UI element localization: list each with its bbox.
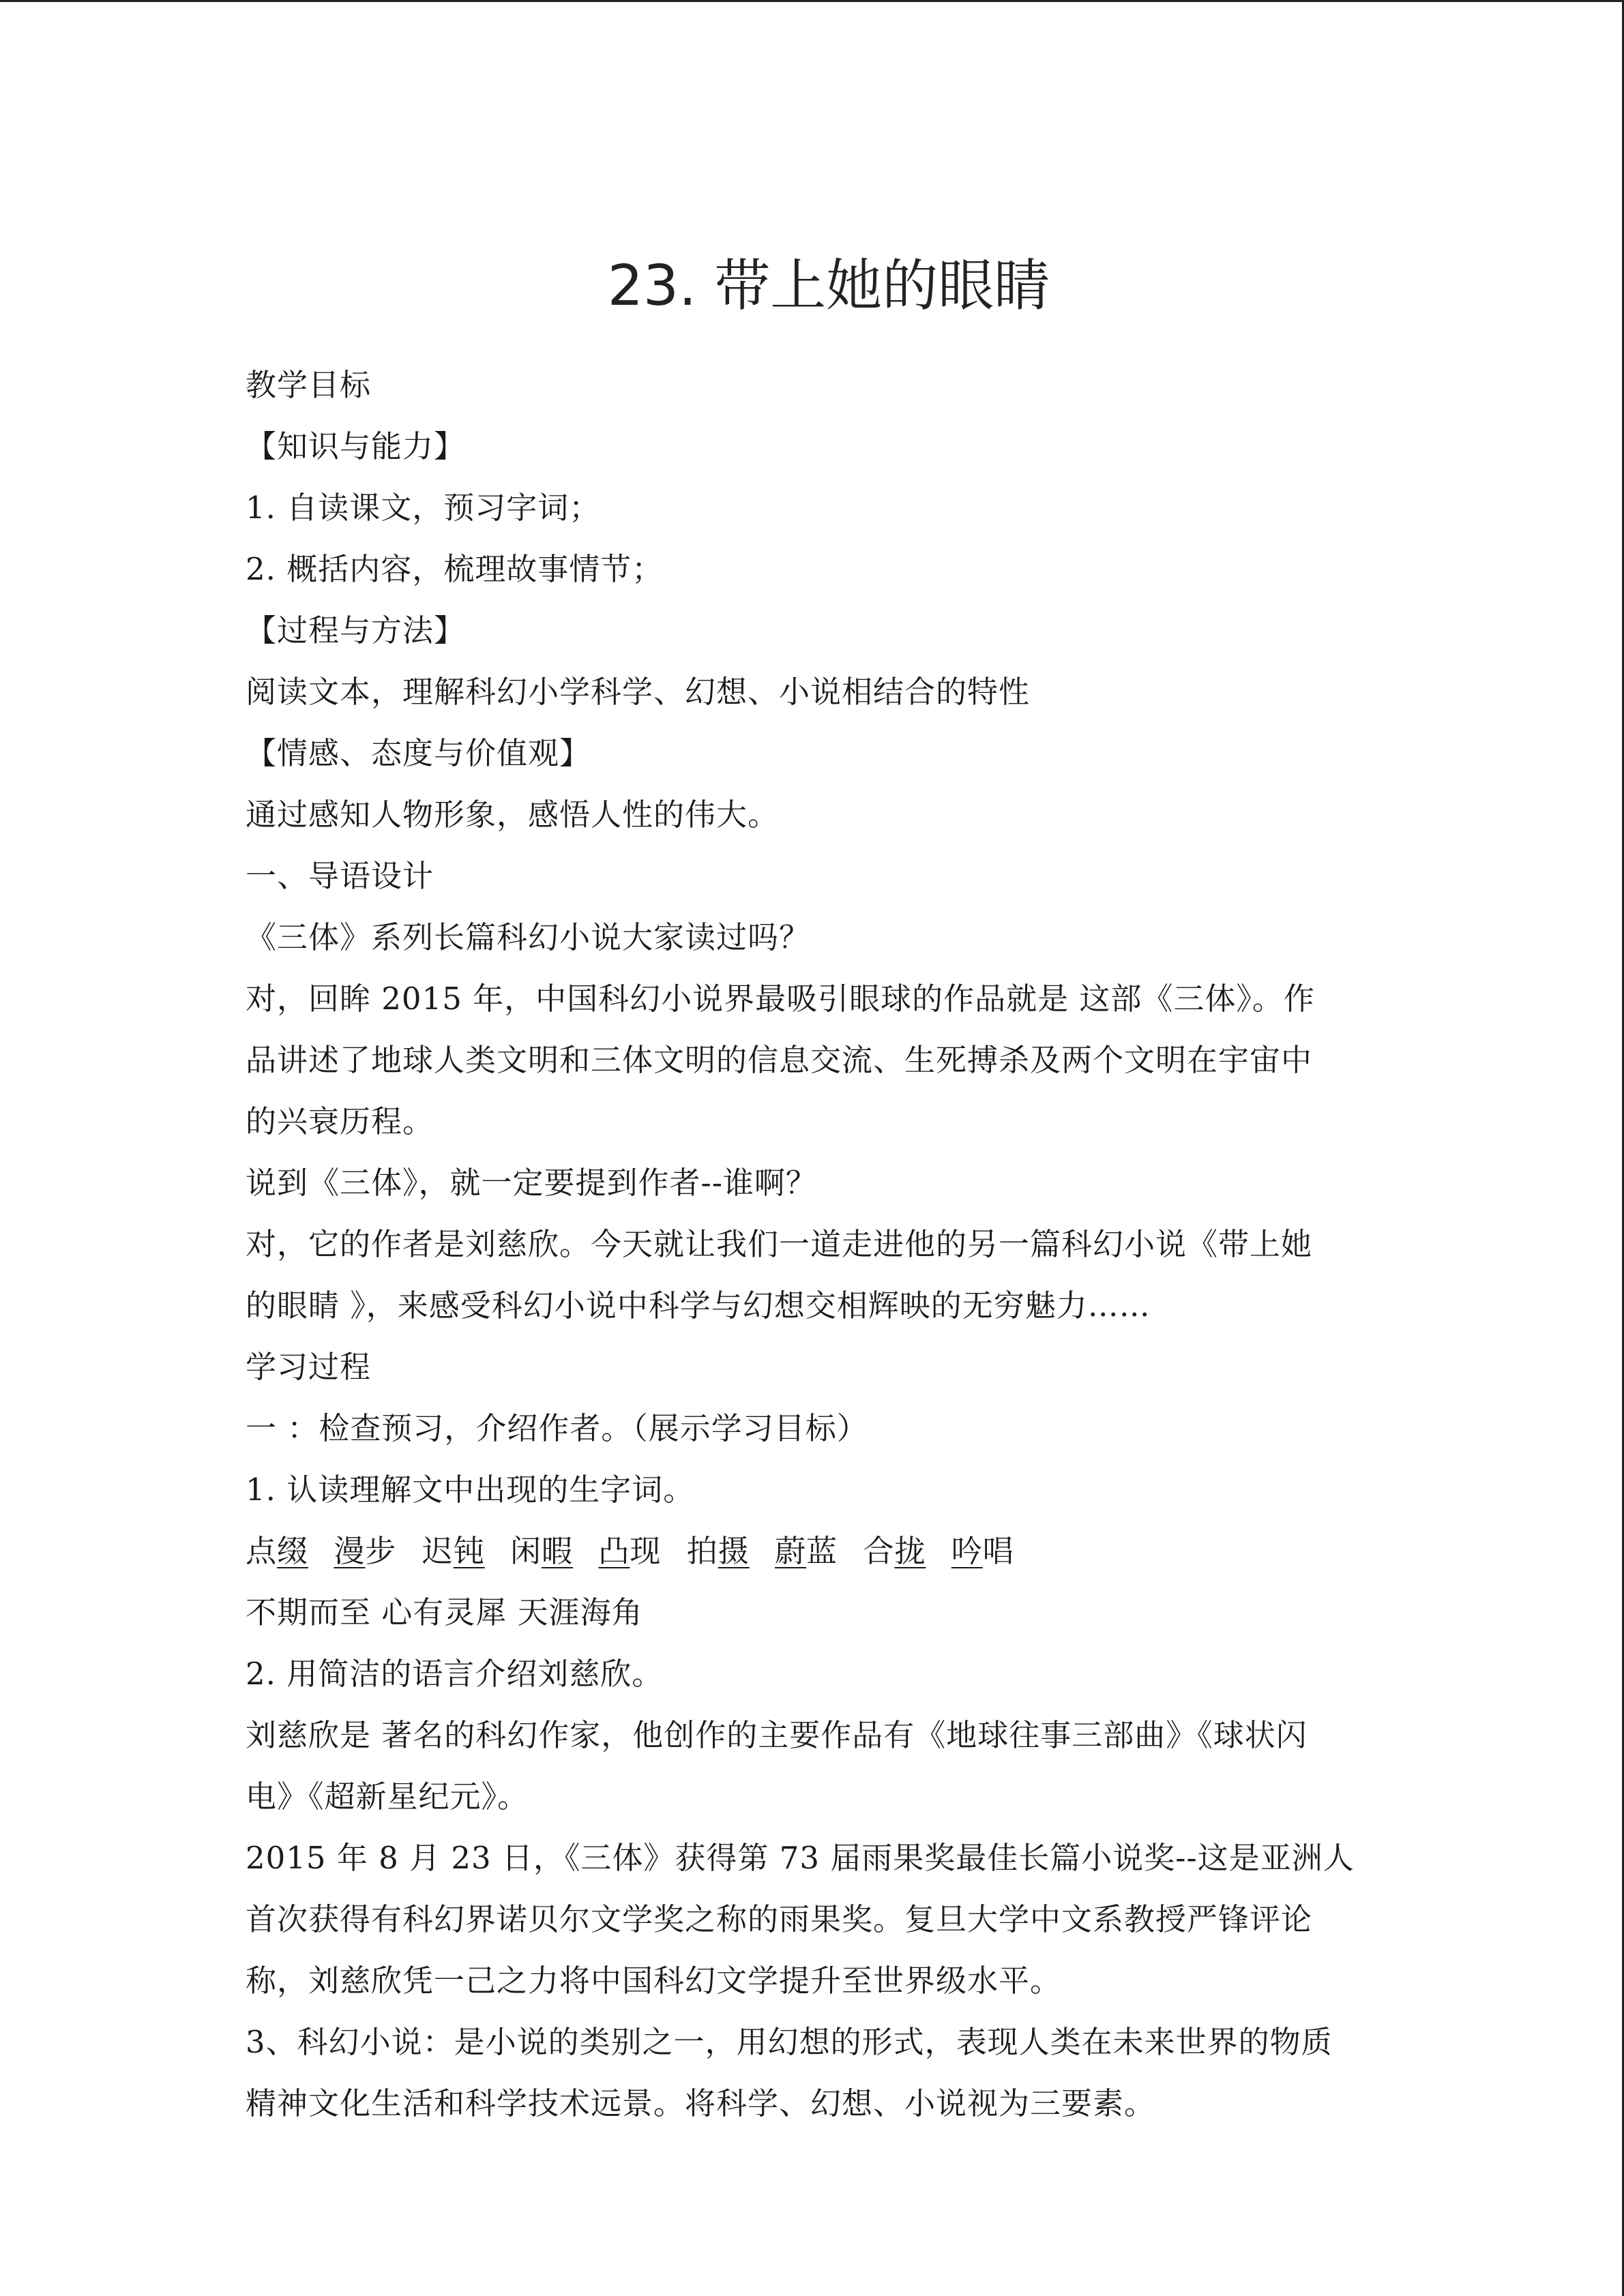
text-line: 对，它的作者是刘慈欣。今天就让我们一道走进他的另一篇科幻小说《带上她 (246, 1226, 1313, 1262)
document-body (246, 245, 1378, 2134)
vocab-word: 凸现 (598, 1533, 662, 1569)
text-line: 一 ：检查预习，介绍作者。（展示学习目标） (246, 1410, 868, 1446)
page-top-border (0, 0, 1624, 2)
text-line: 的眼睛 》，来感受科幻小说中科学与幻想交相辉映的无穷魅力…… (246, 1287, 1151, 1324)
text-line: 称，刘慈欣凭一己之力将中国科幻文学提升至世界级水平。 (246, 1963, 1062, 1999)
text-line: 【知识与能力】 (246, 428, 466, 464)
text-line: 的兴衰历程。 (246, 1103, 434, 1139)
vocab-word: 拍摄 (686, 1533, 750, 1569)
text-line: 精神文化生活和科学技术远景。将科学、幻想、小说视为三要素。 (246, 2085, 1156, 2121)
vocab-word: 迟钝 (422, 1533, 485, 1569)
text-line: 【过程与方法】 (246, 612, 466, 648)
text-line: 《三体》系列长篇科幻小说大家读过吗？ (246, 919, 811, 955)
text-line: 品讲述了地球人类文明和三体文明的信息交流、生死搏杀及两个文明在宇宙中 (246, 1042, 1313, 1078)
text-line: 对，回眸 2015 年，中国科幻小说界最吸引眼球的作品就是 这部《三体》。作 (246, 981, 1315, 1017)
vocab-line (246, 1521, 1378, 1582)
text-line: 电》《超新星纪元》。 (246, 1778, 529, 1815)
text-line: 教学目标 (246, 367, 372, 403)
text-line: 1. 认读理解文中出现的生字词。 (246, 1472, 695, 1508)
text-line: 不期而至 心有灵犀 天涯海角 (246, 1594, 643, 1630)
text-line: 【情感、态度与价值观】 (246, 735, 591, 771)
vocab-word: 点缀 (246, 1533, 309, 1569)
vocab-word: 吟唱 (951, 1533, 1014, 1569)
vocab-word: 闲暇 (510, 1533, 574, 1569)
text-line: 刘慈欣是 著名的科幻作家，他创作的主要作品有《地球往事三部曲》《球状闪 (246, 1717, 1308, 1753)
text-line: 2. 概括内容，梳理故事情节； (246, 551, 664, 587)
text-line: 1. 自读课文，预习字词； (246, 490, 601, 526)
text-line: 阅读文本，理解科幻小学科学、幻想、小说相结合的特性 (246, 674, 1031, 710)
vocab-word: 漫步 (334, 1533, 397, 1569)
text-line: 通过感知人物形象，感悟人性的伟大。 (246, 796, 780, 833)
vocab-word: 合拢 (863, 1533, 926, 1569)
text-line: 一、导语设计 (246, 858, 434, 894)
text-line: 说到《三体》，就一定要提到作者--谁啊？ (246, 1165, 817, 1201)
text-line: 2015 年 8 月 23 日，《三体》获得第 73 届雨果奖最佳长篇小说奖--这是亚洲人 (246, 1840, 1355, 1876)
page-title: 23. 带上她的眼睛 (607, 254, 1050, 318)
text-line: 3、科幻小说：是小说的类别之一，用幻想的形式，表现人类在未来世界的物质 (246, 2024, 1333, 2060)
text-line: 学习过程 (246, 1349, 372, 1385)
text-line: 首次获得有科幻界诺贝尔文学奖之称的雨果奖。复旦大学中文系教授严锋评论 (246, 1901, 1313, 1937)
vocab-word: 蔚蓝 (775, 1533, 838, 1569)
text-line: 2. 用简洁的语言介绍刘慈欣。 (246, 1656, 664, 1692)
paragraph-block-1 (246, 355, 1378, 1521)
paragraph-block-2 (246, 1582, 1378, 2134)
